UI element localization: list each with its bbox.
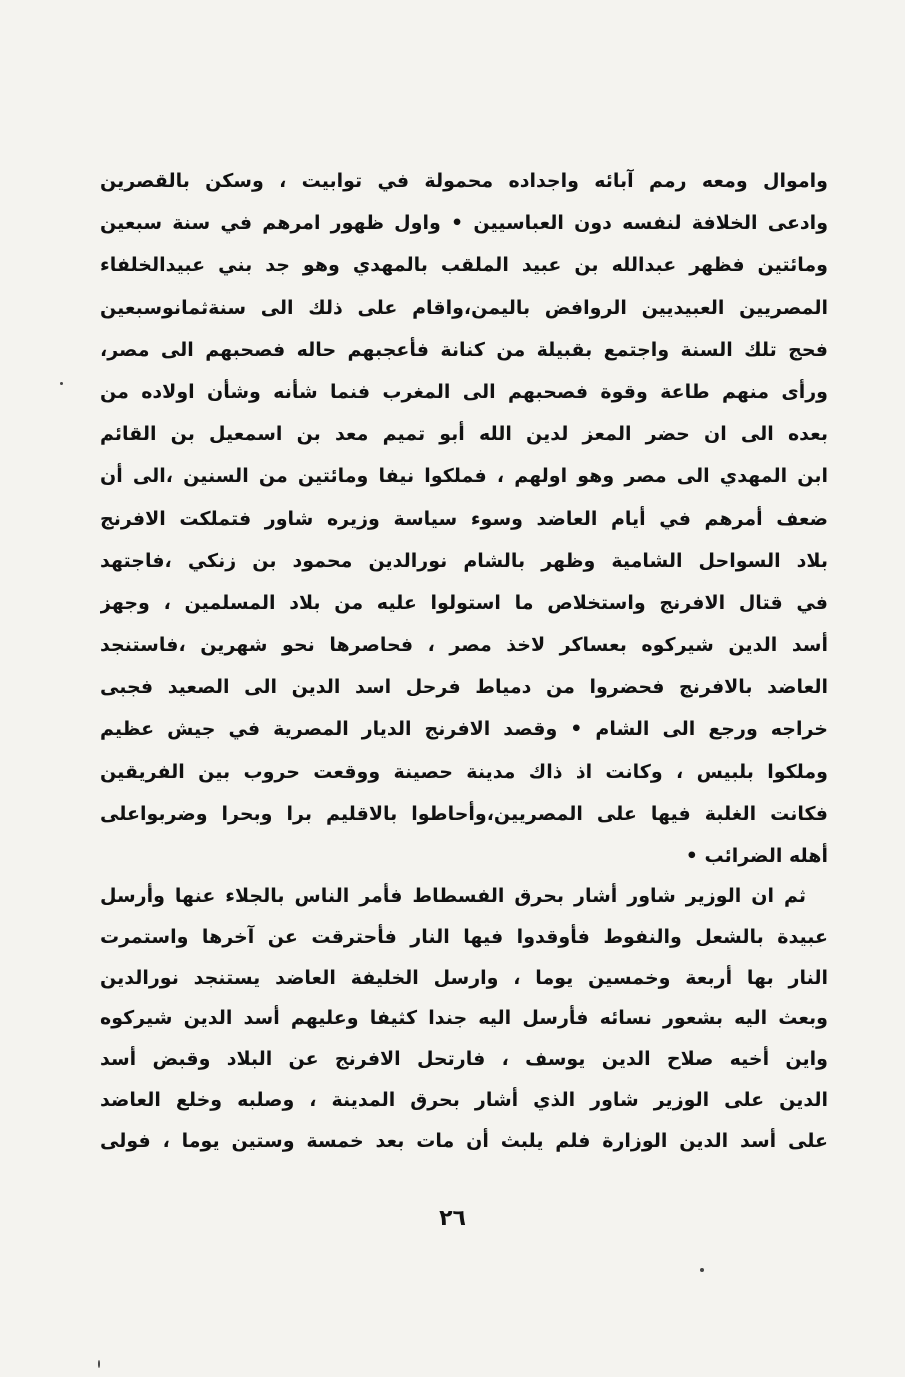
text-line: عبيدة بالشعل والنفوط فأوقدوا فيها النار فأحترقت عن آخرها واستمرت [100, 925, 828, 948]
text-line: العاضد بالافرنج فحضروا من دمياط فرحل اسد الدين الى الصعيد فجبى [100, 676, 828, 699]
text-line: أهله الضرائب • [685, 845, 828, 867]
text-line: وملكوا بلبيس ، وكانت اذ ذاك مدينة حصينة ووقعت حروب بين الفريقين [100, 760, 828, 783]
text-line: أسد الدين شيركوه بعساكر لاخذ مصر ، فحاصرها نحو شهرين ،فاستنجد [100, 634, 828, 657]
page-number: ٢٦ [439, 1206, 466, 1231]
text-line: ورأى منهم طاعة وقوة فصحبهم الى المغرب فنما شأنه وشأن اولاده من [100, 380, 828, 403]
text-line: فحج تلك السنة واجتمع بقبيلة من كنانة فأعجبهم حاله فصحبهم الى مصر، [100, 338, 828, 361]
text-line: وبعث اليه بشعور نسائه فأرسل اليه جندا كثيفا وعليهم أسد الدين شيركوه [100, 1007, 828, 1030]
text-line: على أسد الدين الوزارة فلم يلبث أن مات بعد خمسة وستين يوما ، فولى [100, 1129, 828, 1152]
scan-speck [60, 382, 63, 385]
text-line: وادعى الخلافة لنفسه دون العباسيين • واول ظهور امرهم في سنة سبعين [100, 212, 828, 235]
text-line: ثم ان الوزير شاور أشار بحرق الفسطاط فأمر الناس بالجلاء عنها وأرسل [100, 885, 806, 907]
text-line: الدين على الوزير شاور الذي أشار بحرق المدينة ، وصلبه وخلع العاضد [100, 1088, 828, 1111]
text-line: خراجه ورجع الى الشام • وقصد الافرنج الديار المصرية في جيش عظيم [100, 718, 828, 741]
text-line: ومائتين فظهر عبدالله بن عبيد الملقب بالمهدي وهو جد بني عبيدالخلفاء [100, 254, 828, 277]
text-line: بلاد السواحل الشامية وظهر بالشام نورالدين محمود بن زنكي ،فاجتهد [100, 549, 828, 572]
text-line: ابن المهدي الى مصر وهو اولهم ، فملكوا نيفا ومائتين من السنين ،الى أن [100, 465, 828, 488]
scan-speck [700, 1268, 704, 1272]
text-line: ضعف أمرهم في أيام العاضد وسوء سياسة وزيره شاور فتملكت الافرنج [100, 507, 828, 530]
scan-speck [98, 1360, 100, 1368]
paragraph-2 [100, 876, 828, 1162]
text-line: واموال ومعه رمم آبائه واجداده محمولة في توابيت ، وسكن بالقصرين [100, 170, 828, 192]
text-line: واين أخيه صلاح الدين يوسف ، فارتحل الافرنج عن البلاد وقبض أسد [100, 1048, 828, 1071]
text-line: المصريين العبيديين الروافض باليمن،واقام على ذلك الى سنةثمانوسبعين [100, 296, 828, 319]
text-line: النار بها أربعة وخمسين يوما ، وارسل الخليفة العاضد يستنجد نورالدين [100, 966, 828, 989]
text-line: فكانت الغلبة فيها على المصريين،وأحاطوا بالاقليم برا وبحرا وضربواعلى [100, 802, 828, 825]
text-line: في قتال الافرنج واستخلاص ما استولوا عليه من بلاد المسلمين ، وجهز [100, 591, 828, 614]
text-line: بعده الى ان حضر المعز لدين الله أبو تميم معد بن اسمعيل بن القائم [100, 423, 828, 446]
paragraph-1 [100, 160, 828, 877]
